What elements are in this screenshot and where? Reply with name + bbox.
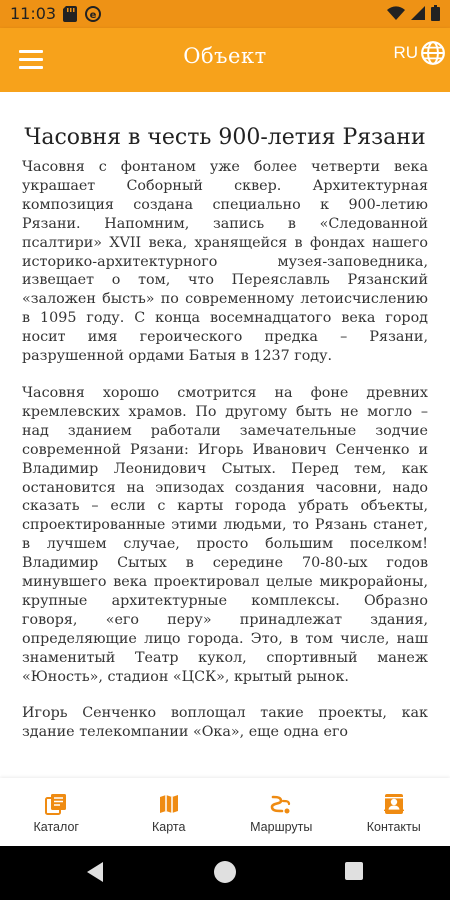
system-navigation-bar	[0, 846, 450, 900]
nav-label-catalog: Каталог	[33, 820, 79, 834]
signal-icon	[411, 6, 425, 20]
wifi-icon	[387, 6, 405, 20]
nav-item-map[interactable]	[113, 778, 226, 846]
article-title: Часовня в честь 900-летия Рязани	[24, 125, 426, 150]
bottom-navigation	[0, 778, 450, 846]
nav-item-catalog[interactable]	[0, 778, 113, 846]
home-icon[interactable]	[214, 861, 236, 883]
catalog-icon	[44, 792, 68, 816]
app-title: Объект	[183, 44, 267, 68]
map-icon	[157, 792, 181, 816]
language-switcher[interactable]	[393, 40, 446, 66]
article-paragraph: Часовня хорошо смотрится на фоне древних кремлевских храмов. По другому быть не могло – над зданием работали замечательные зодчие современной Рязани: Игорь Иванович Сенченко и Владимир Леонидович Сытых. Перед тем, как остановится на эпизодах создания часовни, надо сказать – если с карты города убрать объекты, спроектированные этими людьми, то Рязань станет, в лучшем случае, просто большим поселком! Владимир Сытых в середине 70-80-ых годов минувшего века проектировал целые микрорайоны, крупные архитектурные комплексы. Образно говоря, «его перу» принадлежат здания, определяющие лицо города. Это, в том числе, наш знаменитый Театр кукол, спортивный манеж «Юность», стадион «ЦСК», крытый рынок.	[22, 384, 428, 685]
contacts-icon	[382, 792, 406, 816]
app-bar	[0, 28, 450, 92]
recents-icon[interactable]	[345, 862, 363, 880]
nav-label-routes: Маршруты	[250, 820, 313, 834]
svg-text:e: e	[89, 10, 97, 21]
nav-item-contacts[interactable]	[338, 778, 450, 846]
article-paragraph: Игорь Сенченко воплощал такие проекты, как здание телекомпании «Ока», еще одна его	[22, 705, 428, 741]
nav-label-contacts: Контакты	[366, 820, 421, 834]
notification-icons	[63, 6, 101, 22]
back-icon[interactable]	[85, 861, 105, 883]
globe-icon	[420, 40, 446, 66]
nav-label-map: Карта	[152, 820, 186, 834]
language-code: RU	[393, 43, 418, 62]
status-bar	[0, 0, 450, 28]
system-status-icons	[387, 5, 440, 21]
sd-card-icon	[63, 6, 77, 22]
sync-icon	[85, 6, 101, 22]
article-content[interactable]	[0, 92, 450, 778]
route-icon	[269, 792, 293, 816]
article-paragraph: Часовня с фонтаном уже более четверти века украшает Соборный сквер. Архитектурная композиция создана специально к 900-летию Рязани. Напомним, запись в «Следованной псалтири» XVII века, хранящейся в фондах нашего историко-архитектурного музея-заповедника, извещает о том, что Переяславль Рязанский «заложен бысть» по современному летоисчислению в 1095 году. С конца восемнадцатого века город носит имя героического предка – Рязани, разрушенной ордами Батыя в 1237 году.	[22, 159, 428, 365]
nav-item-routes[interactable]	[225, 778, 338, 846]
battery-icon	[431, 5, 440, 21]
status-time: 11:03	[10, 4, 57, 23]
